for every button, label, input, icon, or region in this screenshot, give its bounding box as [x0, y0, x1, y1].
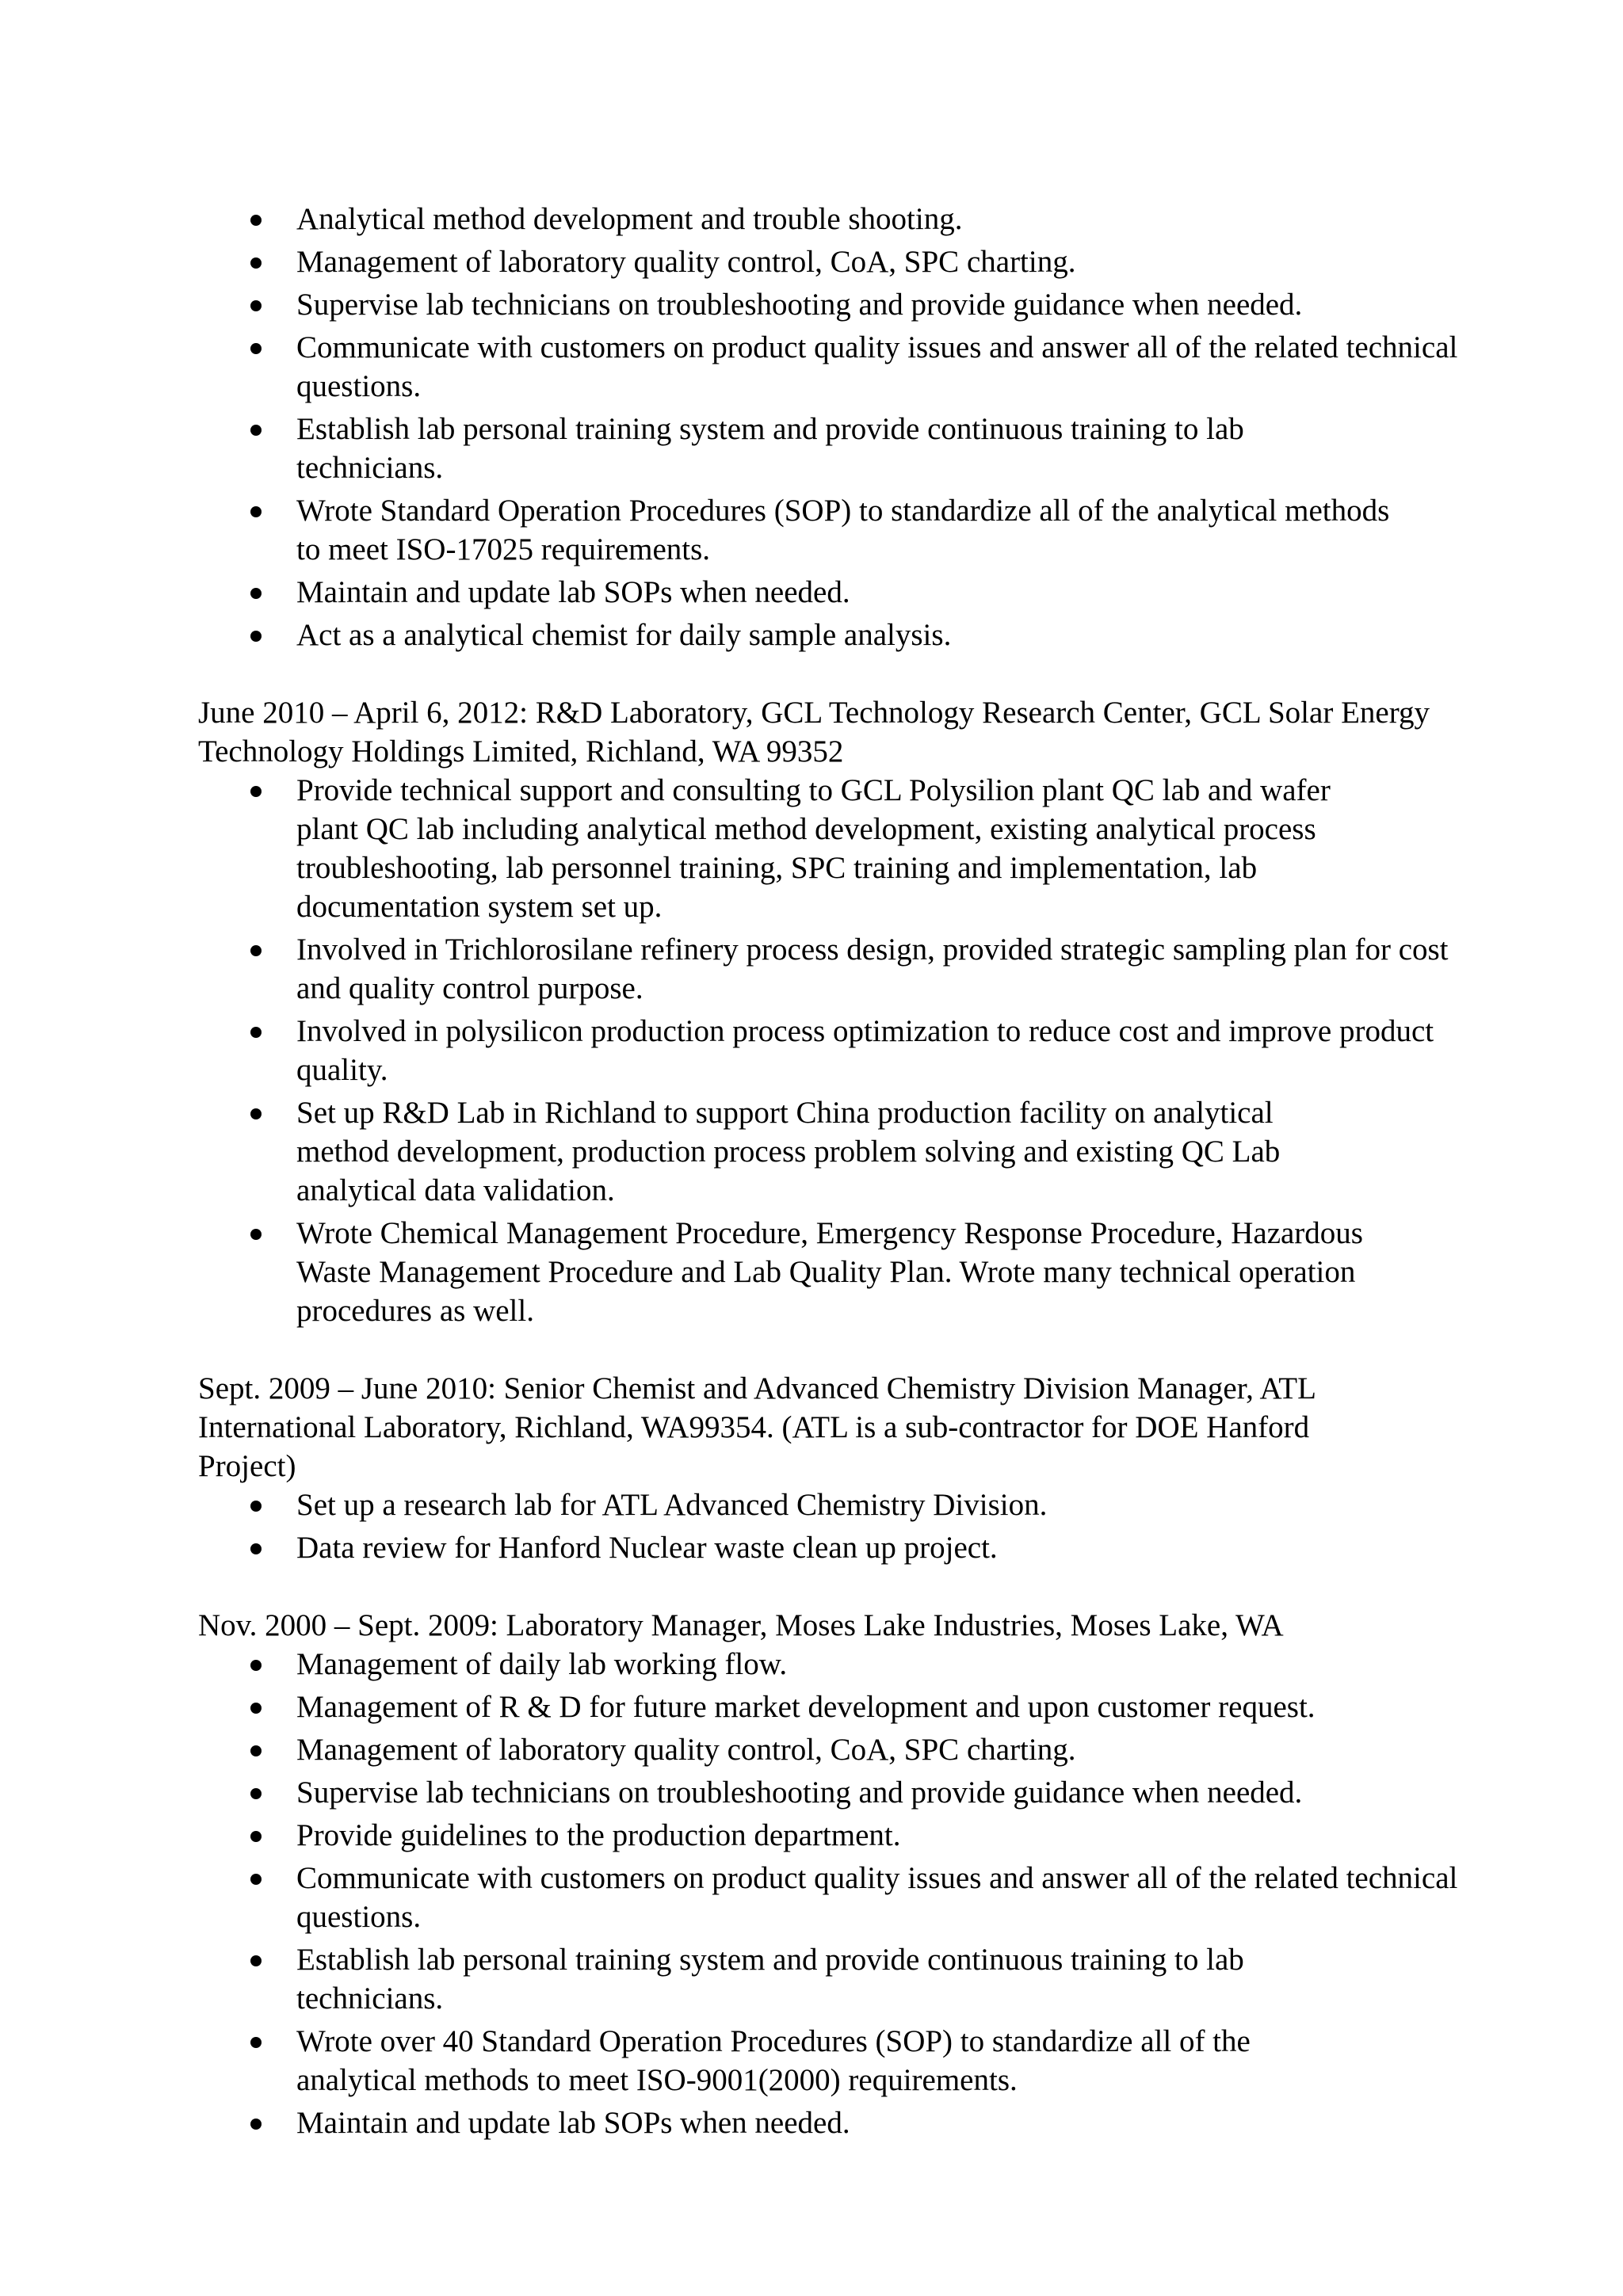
bullet-item: Maintain and update lab SOPs when needed. — [296, 2103, 1488, 2142]
job-section — [198, 1369, 1488, 1567]
bullet-list — [198, 771, 1488, 1330]
bullet-icon — [250, 300, 262, 311]
bullet-item: Data review for Hanford Nuclear waste clean up project. — [296, 1528, 1488, 1567]
bullet-item: Act as a analytical chemist for daily sample analysis. — [296, 616, 1488, 654]
bullet-item: Supervise lab technicians on troubleshooting and provide guidance when needed. — [296, 1773, 1488, 1812]
bullet-icon — [250, 343, 262, 354]
bullet-icon — [250, 1543, 262, 1554]
bullet-icon — [250, 1027, 262, 1038]
bullet-item: Wrote over 40 Standard Operation Procedures (SOP) to standardize all of the analytical methods to meet ISO-9001(2000) requirements. — [296, 2022, 1350, 2100]
bullet-item: Maintain and update lab SOPs when needed. — [296, 573, 1488, 612]
job-header: Nov. 2000 – Sept. 2009: Laboratory Manager, Moses Lake Industries, Moses Lake, WA — [198, 1608, 1284, 1642]
bullet-list — [198, 200, 1488, 654]
bullet-item: Involved in polysilicon production process optimization to reduce cost and improve product quality. — [296, 1012, 1438, 1089]
job-header: June 2010 – April 6, 2012: R&D Laboratory, GCL Technology Research Center, GCL Solar Energy Technology Holdings Limited, Richland, WA 99352 — [198, 696, 1430, 769]
bullet-icon — [250, 1788, 262, 1799]
bullet-item: Analytical method development and trouble shooting. — [296, 200, 1488, 238]
job-section — [198, 200, 1488, 654]
bullet-icon — [250, 1660, 262, 1671]
bullet-icon — [250, 2037, 262, 2048]
bullet-item: Management of R & D for future market development and upon customer request. — [296, 1688, 1488, 1726]
bullet-item: Set up R&D Lab in Richland to support China production facility on analytical method development, production process problem solving and existing QC Lab analytical data validation. — [296, 1093, 1350, 1210]
bullet-icon — [250, 1501, 262, 1512]
bullet-icon — [250, 425, 262, 436]
bullet-item: Set up a research lab for ATL Advanced Chemistry Division. — [296, 1486, 1488, 1524]
bullet-item: Establish lab personal training system and provide continuous training to lab technicians. — [296, 1940, 1350, 2018]
bullet-icon — [250, 786, 262, 797]
bullet-item: Management of laboratory quality control, CoA, SPC charting. — [296, 1730, 1488, 1769]
bullet-icon — [250, 215, 262, 226]
bullet-item: Involved in Trichlorosilane refinery process design, provided strategic sampling plan for cost and quality control purpose. — [296, 930, 1453, 1008]
bullet-icon — [250, 1703, 262, 1714]
bullet-list — [198, 1645, 1488, 2142]
bullet-icon — [250, 1831, 262, 1842]
bullet-item: Wrote Standard Operation Procedures (SOP) to standardize all of the analytical methods to meet ISO-17025 requirements. — [296, 491, 1398, 569]
bullet-item: Communicate with customers on product quality issues and answer all of the related technical questions. — [296, 1859, 1549, 1936]
bullet-icon — [250, 1229, 262, 1240]
bullet-item: Supervise lab technicians on troubleshooting and provide guidance when needed. — [296, 285, 1488, 324]
bullet-icon — [250, 1874, 262, 1885]
bullet-item: Communicate with customers on product quality issues and answer all of the related technical questions. — [296, 328, 1549, 406]
bullet-icon — [250, 1955, 262, 1966]
bullet-item: Provide guidelines to the production department. — [296, 1816, 1488, 1855]
bullet-icon — [250, 506, 262, 517]
bullet-icon — [250, 257, 262, 269]
bullet-item: Establish lab personal training system and provide continuous training to lab technicians. — [296, 410, 1350, 487]
bullet-icon — [250, 631, 262, 642]
bullet-icon — [250, 1745, 262, 1756]
job-section — [198, 693, 1488, 1330]
bullet-icon — [250, 588, 262, 599]
bullet-icon — [250, 945, 262, 956]
bullet-item: Wrote Chemical Management Procedure, Emergency Response Procedure, Hazardous Waste Management Procedure and Lab Quality Plan. Wrote many technical operation procedures as well. — [296, 1214, 1422, 1330]
bullet-item: Management of laboratory quality control, CoA, SPC charting. — [296, 242, 1488, 281]
job-header: Sept. 2009 – June 2010: Senior Chemist and Advanced Chemistry Division Manager, ATL International Laboratory, Richland, WA99354. (ATL is a sub-contractor for DOE Hanford Project) — [198, 1371, 1316, 1483]
bullet-icon — [250, 1108, 262, 1119]
bullet-icon — [250, 2119, 262, 2130]
job-section — [198, 1606, 1488, 2142]
bullet-item: Management of daily lab working flow. — [296, 1645, 1488, 1684]
bullet-item: Provide technical support and consulting to GCL Polysilion plant QC lab and wafer plant QC lab including analytical method development, existing analytical process troubleshooting, lab personnel training, SPC training and implementation, lab documentation system set up. — [296, 771, 1398, 926]
bullet-list — [198, 1486, 1488, 1567]
